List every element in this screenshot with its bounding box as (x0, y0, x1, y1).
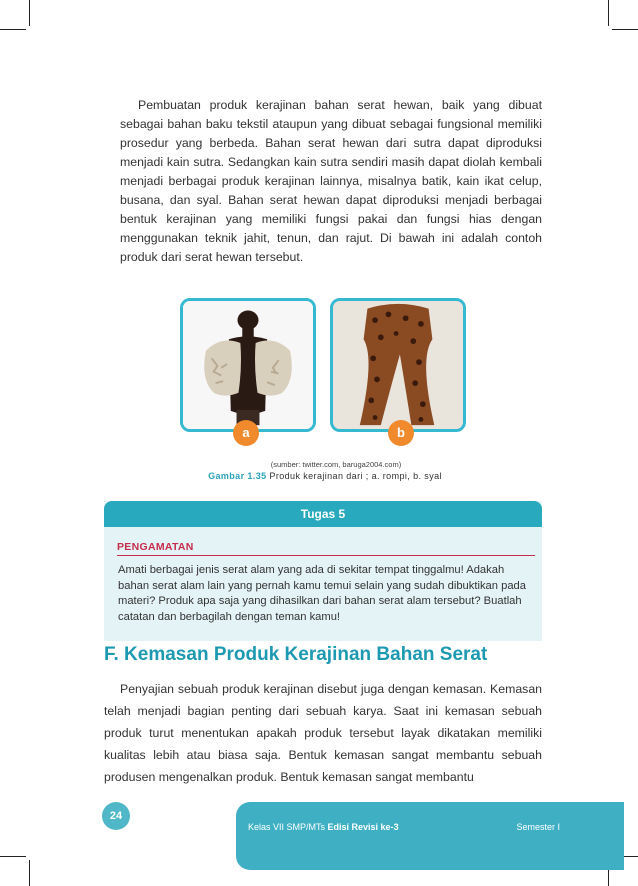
photo-badge-a: a (233, 420, 259, 446)
photo-leopard-scarf (330, 298, 466, 432)
task-divider (117, 555, 535, 556)
crop-mark (0, 29, 26, 30)
crop-mark (608, 0, 609, 26)
figure-caption (0, 471, 638, 481)
footer-book-edition: Edisi Revisi ke-3 (327, 822, 399, 832)
task-text: Amati berbagai jenis serat alam yang ada di sekitar tempat tinggalmu! Adakah bahan serat alam lain yang pernah kamu temui selain yang sudah dibuktikan pada materi? Produk apa saja yang dihasilkan dari bahan serat alam tersebut? Buatlah catatan dan berbagilah dengan teman kamu! (118, 564, 526, 623)
footer-book-title (248, 822, 399, 832)
task-box (104, 501, 542, 641)
figure-caption-text: Produk kerajinan dari ; a. rompi, b. syal (269, 471, 442, 481)
section-paragraph-text: Penyajian sebuah produk kerajinan disebut juga dengan kemasan. Kemasan telah menjadi bagian penting dari sebuah karya. Saat ini kemasan sebuah produk turut menentukan apakah produk tersebut layak dikatakan memiliki kualitas lebih atau biasa saja. Bentuk kemasan sangat membantu sebuah produsen mengenalkan produk. Bentuk kemasan sangat membantu (104, 682, 542, 784)
crop-mark (29, 0, 30, 26)
crop-mark (612, 29, 638, 30)
fur-vest-image (183, 301, 313, 429)
figure-source: (sumber: twitter.com, baruga2004.com) (270, 460, 402, 469)
section-paragraph (104, 678, 542, 788)
footer-bar (236, 802, 624, 870)
figure-caption-label: Gambar 1.35 (208, 471, 267, 481)
crop-mark (0, 856, 26, 857)
scarf-image (333, 301, 463, 429)
crop-mark (29, 860, 30, 886)
intro-paragraph (120, 96, 542, 267)
page-number: 24 (102, 802, 130, 830)
footer-semester: Semester I (516, 822, 560, 832)
task-title: Tugas 5 (104, 501, 542, 527)
photo-badge-b: b (388, 420, 414, 446)
intro-paragraph-text: Pembuatan produk kerajinan bahan serat hewan, baik yang dibuat sebagai bahan baku tekstil ataupun yang dibuat sebagai fungsional memiliki prosedur yang berbeda. Bahan serat hewan dari sutra dapat diproduksi menjadi kain sutra. Sedangkan kain sutra sendiri masih dapat diolah kembali menjadi berbagai produk kerajinan lainnya, misalnya batik, kain ikat celup, busana, dan syal. Bahan serat hewan dapat diproduksi menjadi berbagai bentuk kerajinan yang memiliki fungsi pakai dan fungsi hias dengan menggunakan teknik jahit, tenun, dan rajut. Di bawah ini adalah contoh produk dari serat hewan tersebut. (120, 98, 542, 264)
footer-book-prefix: Kelas VII SMP/MTs (248, 822, 328, 832)
section-title: F. Kemasan Produk Kerajinan Bahan Serat (104, 644, 488, 665)
task-subtitle: PENGAMATAN (117, 541, 194, 553)
photo-fur-vest (180, 298, 316, 432)
